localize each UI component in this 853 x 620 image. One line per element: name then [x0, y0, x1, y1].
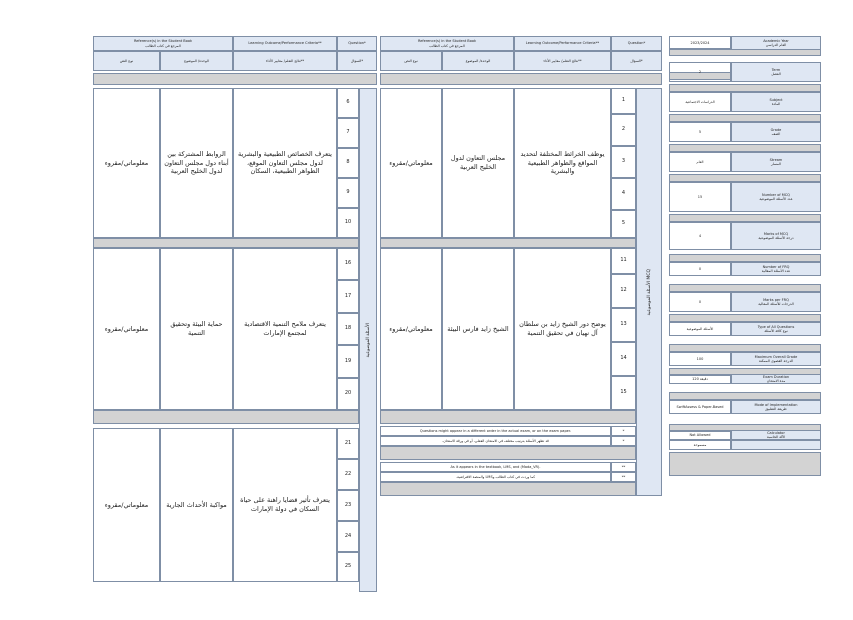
info-label-ar: الفصل — [771, 72, 781, 76]
info-table — [669, 36, 821, 476]
separator — [669, 84, 821, 92]
info-label-en: Maximum Overall Grade — [754, 354, 798, 359]
note-text: Questions might appear in a different order in the actual exam, or on the exam paper. — [419, 428, 572, 433]
note-text: قد تظهر الأسئلة بترتيب مختلف في الامتحان الفعلي، أو في ورقة الامتحان. — [442, 438, 549, 443]
topic: الشيخ زايد فارس البيئة — [447, 324, 509, 333]
header-text: Question* — [348, 41, 366, 46]
header-text: نوع النص — [119, 58, 134, 63]
separator — [380, 410, 636, 424]
separator — [669, 174, 821, 182]
info-label-en: Term — [771, 67, 781, 72]
info-label-en: Number of MCQ — [762, 192, 790, 197]
text-type: معلوماتي/مقروء — [389, 324, 433, 333]
info-label-en: Stream — [769, 157, 783, 162]
text-type: معلوماتي/مقروء — [104, 158, 149, 167]
number: 9 — [346, 189, 350, 196]
outcome-cell — [233, 248, 337, 410]
info-label-en: Academic Year — [763, 38, 789, 43]
outcome: يتعرف ملامح التنمية الاقتصادية لمجتمع الإمارات — [244, 320, 326, 337]
separator — [669, 144, 821, 152]
info-label — [731, 152, 821, 172]
text-type-cell — [380, 248, 442, 410]
info-label — [731, 430, 821, 440]
question-number — [337, 178, 359, 208]
info-value: Not Allowed — [669, 430, 731, 440]
number: 24 — [344, 532, 352, 539]
number: 7 — [346, 129, 350, 136]
left-header-reference — [93, 36, 233, 51]
text-type-cell — [93, 248, 160, 410]
mid-header-topic — [442, 51, 514, 71]
info-label — [731, 374, 821, 384]
outcome-cell — [514, 88, 611, 238]
mid-header-outcome — [514, 36, 611, 51]
note-text: As it appears in the textbook, LMS, and (Mada_VR). — [450, 464, 541, 469]
header-text: الوحدة/ الموضوع — [184, 58, 209, 63]
info-label — [731, 36, 821, 50]
question-number — [337, 118, 359, 148]
question-number — [611, 178, 636, 210]
separator — [380, 482, 636, 496]
question-number — [337, 88, 359, 118]
header-text: Learning Outcome/Performance Criteria** — [525, 41, 600, 46]
info-value: 4 — [669, 222, 731, 250]
topic-cell — [160, 248, 233, 410]
info-label-en: Marks of MCQ — [763, 231, 789, 236]
number: 3 — [621, 158, 626, 165]
info-value: مسموحة — [669, 440, 731, 450]
separator — [380, 238, 636, 248]
info-value: 0 — [669, 262, 731, 276]
note-mark — [611, 472, 636, 482]
info-value: 5 — [669, 122, 731, 142]
info-value: الأسئلة الموضوعية — [669, 322, 731, 336]
note-en — [380, 462, 611, 472]
separator — [669, 284, 821, 292]
separator — [669, 344, 821, 352]
header-text: السؤال* — [350, 58, 364, 63]
section-label: الأسئلة الموضوعية MCQ — [646, 268, 652, 316]
left-header-question — [337, 36, 377, 51]
header-text: المرجع في كتاب الطالب — [429, 43, 465, 48]
topic-cell — [442, 88, 514, 238]
outcome-cell — [233, 428, 337, 582]
info-value: SwiftAssess & Paper-Based — [669, 400, 731, 414]
outcome-cell — [514, 248, 611, 410]
number: 4 — [621, 190, 626, 197]
number: 18 — [344, 325, 352, 332]
section-label: الأسئلة الموضوعية — [365, 322, 371, 358]
number: 11 — [620, 257, 627, 264]
topic: مجلس التعاون لدول الخليج العربية — [450, 154, 506, 171]
info-label-en: Exam Duration — [762, 374, 790, 379]
separator — [669, 114, 821, 122]
question-number — [337, 313, 359, 345]
info-value: 120 دقيقة — [669, 374, 731, 384]
question-number — [611, 114, 636, 146]
separator — [669, 392, 821, 400]
header-text: Question* — [627, 41, 646, 46]
info-label-ar: العام الدراسي — [765, 43, 787, 47]
outcome: يتعرف الخصائص الطبيعية والبشرية لدول مجلس التعاون الموقع، الظواهر الطبيعية، السكان — [238, 149, 332, 176]
info-label — [731, 92, 821, 112]
question-number — [337, 345, 359, 378]
left-header-question-ar — [337, 51, 377, 71]
number: 1 — [621, 97, 626, 104]
info-value: 2023/2024 — [669, 36, 731, 50]
note-ar — [380, 472, 611, 482]
question-number — [337, 552, 359, 582]
info-label-en: Grade — [770, 127, 782, 132]
info-value: 2 — [669, 62, 731, 82]
number: 10 — [344, 219, 352, 226]
mid-header-question-ar — [611, 51, 662, 71]
number: 20 — [344, 390, 352, 397]
question-number — [611, 308, 636, 342]
number: 15 — [620, 389, 627, 396]
info-label-en: Calculator — [767, 430, 785, 435]
info-label-ar: الآلة الحاسبة — [766, 435, 786, 439]
header-text: نتائج التعلم/ معايير الأداء** — [543, 58, 582, 63]
info-label-ar: عدد الأسئلة الموضوعية — [759, 197, 793, 201]
left-table — [93, 36, 377, 592]
number: 13 — [620, 321, 627, 328]
text-type-cell — [93, 428, 160, 582]
header-text: Reference(s) in the Student Book — [417, 39, 477, 44]
info-label — [731, 182, 821, 212]
question-number — [611, 376, 636, 410]
separator — [380, 446, 636, 460]
info-label — [731, 62, 821, 82]
topic-cell — [160, 88, 233, 238]
separator — [93, 238, 359, 248]
number: 22 — [344, 470, 352, 477]
header-text: نوع النص — [404, 58, 418, 63]
left-header-topic — [160, 51, 233, 71]
topic: الروابط المشتركة بين أبناء دول مجلس التعاون لدول الخليج العربية — [164, 149, 229, 176]
left-header-outcome — [233, 36, 337, 51]
info-label-ar: المادة — [771, 102, 781, 106]
info-label-en: Subject — [769, 97, 783, 102]
question-number — [337, 208, 359, 238]
number: 5 — [621, 220, 626, 227]
number: 2 — [621, 126, 626, 133]
question-number — [611, 274, 636, 308]
info-label — [731, 292, 821, 312]
topic: مواكبة الأحداث الجارية — [166, 500, 227, 509]
question-number — [337, 248, 359, 280]
question-number — [337, 428, 359, 459]
question-number — [337, 521, 359, 552]
text-type: معلوماتي/مقروء — [389, 158, 433, 167]
note-text: كما وردت في كتاب الطالب وLMS والمنصة الافتراضية. — [455, 474, 536, 479]
info-label-ar: نوع كافة الأسئلة — [764, 329, 788, 333]
mid-header-question — [611, 36, 662, 51]
header-text: المرجع في كتاب الطالب — [145, 43, 181, 48]
info-label-en: Number of FRQ — [762, 264, 790, 269]
info-label — [731, 122, 821, 142]
info-label-en: Type of All Questions — [757, 324, 795, 329]
outcome: يوضح دور الشيخ زايد بن سلطان آل نهيان في تحقيق التنمية — [519, 320, 606, 337]
info-label — [731, 222, 821, 250]
info-value: 100 — [669, 352, 731, 366]
section-band — [359, 88, 377, 592]
topic-cell — [442, 248, 514, 410]
question-number — [611, 88, 636, 114]
outcome: يوظف الخرائط المختلفة لتحديد المواقع والظواهر الطبيعية والبشرية — [520, 149, 605, 176]
info-value: 15 — [669, 182, 731, 212]
note-mark-text: ** — [621, 474, 626, 479]
header-text: نتائج التعلم/ معايير الأداء** — [265, 58, 305, 63]
note-mark-text: ** — [621, 464, 626, 469]
info-value: 0 — [669, 292, 731, 312]
question-number — [337, 490, 359, 521]
number: 19 — [344, 357, 352, 364]
note-mark — [611, 462, 636, 472]
text-type: معلوماتي/مقروء — [104, 500, 149, 509]
section-band — [636, 88, 662, 496]
number: 14 — [620, 355, 627, 362]
separator — [93, 73, 377, 85]
info-label-ar: الصف — [771, 132, 781, 136]
number: 8 — [346, 159, 350, 166]
info-label — [731, 322, 821, 336]
left-header-text-type — [93, 51, 160, 71]
question-number — [611, 146, 636, 178]
separator — [669, 254, 821, 262]
topic: حماية البيئة وتحقيق التنمية — [170, 320, 223, 337]
text-type-cell — [380, 88, 442, 238]
middle-table — [380, 36, 662, 496]
question-number — [337, 459, 359, 490]
mid-header-text-type — [380, 51, 442, 71]
info-label-ar: الدرجة القصوى الممكنة — [758, 359, 794, 363]
question-number — [337, 280, 359, 313]
left-header-outcome-ar — [233, 51, 337, 71]
header-text: الوحدة/ الموضوع — [465, 58, 491, 63]
note-ar — [380, 436, 611, 446]
info-value: العام — [669, 152, 731, 172]
header-text: السؤال* — [630, 58, 643, 63]
question-number — [611, 342, 636, 376]
number: 21 — [344, 439, 352, 446]
number: 23 — [344, 501, 352, 508]
question-number — [611, 210, 636, 238]
topic-cell — [160, 428, 233, 582]
info-label — [731, 262, 821, 276]
question-number — [337, 148, 359, 178]
header-text: Reference(s) in the Student Book — [133, 39, 193, 44]
header-text: Learning Outcome/Performance Criteria** — [248, 41, 322, 46]
info-label — [731, 352, 821, 366]
info-label-en: Marks per FRQ — [763, 297, 789, 302]
separator — [669, 214, 821, 222]
info-label-ar: طريقة التطبيق — [765, 407, 787, 411]
info-label-ar: مدة الامتحان — [766, 379, 786, 383]
note-en — [380, 426, 611, 436]
info-label-ar: درجة الأسئلة الموضوعية — [758, 236, 794, 240]
text-type-cell — [93, 88, 160, 238]
mid-header-outcome-ar — [514, 51, 611, 71]
outcome-cell — [233, 88, 337, 238]
info-label — [731, 440, 821, 450]
separator — [93, 410, 359, 424]
question-number — [337, 378, 359, 410]
separator — [669, 452, 821, 476]
info-value: الدراسات الاجتماعية — [669, 92, 731, 112]
number: 17 — [344, 292, 352, 299]
mid-header-reference — [380, 36, 514, 51]
info-label-ar: الدرجات للأسئلة المقالية — [758, 302, 794, 306]
note-mark — [611, 426, 636, 436]
text-type: معلوماتي/مقروء — [104, 324, 149, 333]
separator — [669, 314, 821, 322]
number: 16 — [344, 260, 352, 267]
number: 25 — [344, 563, 352, 570]
note-mark-text: * — [622, 428, 625, 433]
number: 12 — [620, 287, 627, 294]
separator — [380, 73, 662, 85]
info-label-ar: المسار — [771, 162, 781, 166]
question-number — [611, 248, 636, 274]
info-label-ar: عدد الأسئلة المقالية — [761, 269, 791, 273]
info-label — [731, 400, 821, 414]
info-label-en: Mode of Implementation — [754, 402, 798, 407]
outcome: يتعرف تأثير قضايا راهنة على حياة السكان في دولة الإمارات — [240, 496, 330, 513]
note-mark — [611, 436, 636, 446]
number: 6 — [346, 99, 350, 106]
note-mark-text: * — [622, 438, 625, 443]
